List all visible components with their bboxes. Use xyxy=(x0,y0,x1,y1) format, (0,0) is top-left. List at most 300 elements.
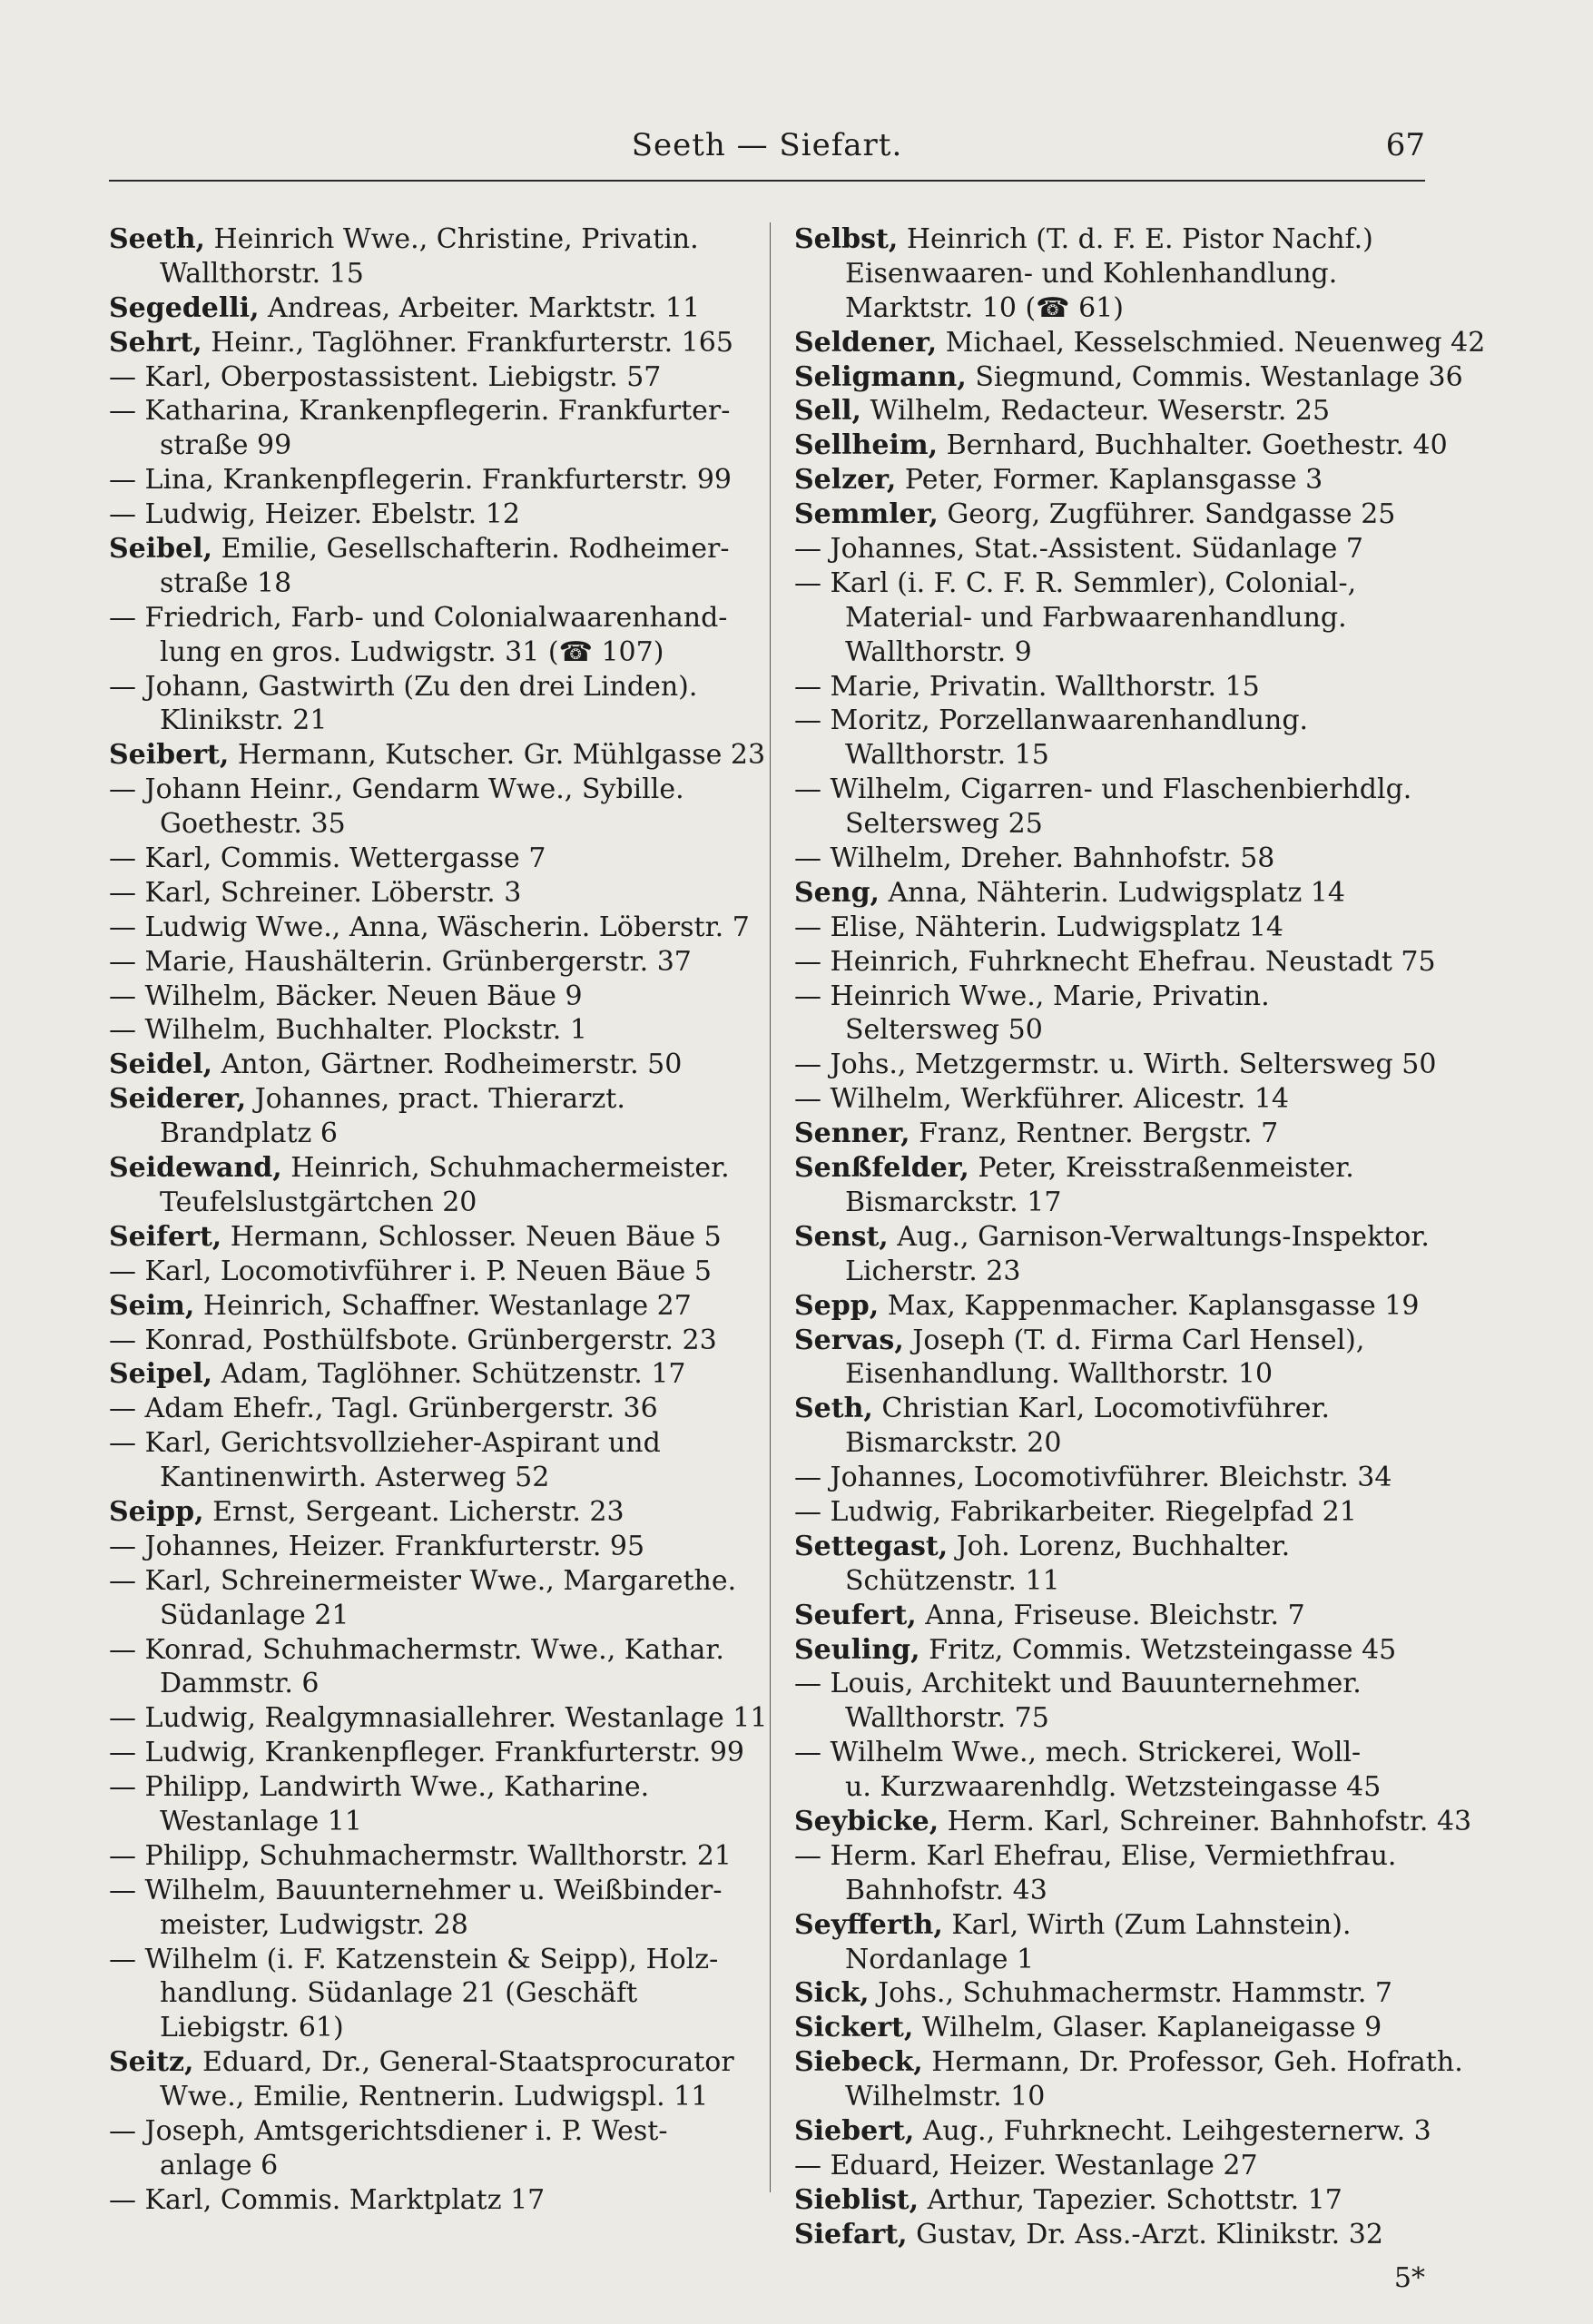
surname: Seldener, xyxy=(794,326,938,359)
entry-line xyxy=(109,1495,744,1530)
directory-entry xyxy=(109,1564,744,1633)
entry-text: Ernst, Sergeant. Licherstr. 23 xyxy=(203,1495,624,1528)
entry-line xyxy=(109,1736,744,1770)
entry-line xyxy=(794,670,1430,704)
entry-line xyxy=(109,2045,744,2080)
entry-line xyxy=(794,2149,1430,2183)
entry-text: Karl, Wirth (Zum Lahnstein). xyxy=(942,1908,1352,1941)
entry-text: Heinrich, Schuhmachermeister. xyxy=(281,1152,730,1185)
entry-text: — Adam Ehefr., Tagl. Grünbergerstr. 36 xyxy=(109,1393,658,1425)
surname: Seyfferth, xyxy=(794,1908,943,1941)
directory-entry xyxy=(109,980,744,1014)
entry-text: Seltersweg 25 xyxy=(845,808,1043,841)
entry-continuation xyxy=(109,1599,744,1633)
left-column xyxy=(109,222,768,2218)
entry-continuation xyxy=(794,2080,1430,2114)
entry-text: Wallthorstr. 9 xyxy=(845,635,1032,668)
entry-line xyxy=(109,1633,744,1668)
surname: Sepp, xyxy=(794,1289,880,1322)
entry-text: Johannes, pract. Thierarzt. xyxy=(246,1083,625,1116)
entry-continuation xyxy=(794,257,1430,291)
entry-line xyxy=(794,842,1430,876)
directory-entry xyxy=(794,1736,1430,1805)
entry-line xyxy=(109,360,744,395)
entry-line xyxy=(794,2011,1430,2045)
surname: Sehrt, xyxy=(109,326,202,359)
directory-entry xyxy=(109,1082,744,1151)
entry-text: — Wilhelm, Cigarren- und Flaschenbierhdlg. xyxy=(794,773,1412,806)
directory-entry xyxy=(794,1151,1430,1220)
entry-line xyxy=(109,1943,744,1977)
entry-text: Schützenstr. 11 xyxy=(845,1564,1060,1597)
entry-text: Eisenhandlung. Wallthorstr. 10 xyxy=(845,1358,1273,1391)
directory-entry xyxy=(794,911,1430,945)
directory-entry xyxy=(794,1324,1430,1393)
directory-entry xyxy=(109,1357,744,1392)
directory-entry xyxy=(109,773,744,842)
entry-line xyxy=(794,980,1430,1014)
directory-entry xyxy=(109,1943,744,2046)
entry-line xyxy=(794,1082,1430,1117)
directory-entry xyxy=(794,1392,1430,1461)
entry-line xyxy=(109,394,744,428)
surname: Sieblist, xyxy=(794,2183,919,2216)
entry-text: — Herm. Karl Ehefrau, Elise, Vermiethfrau. xyxy=(794,1839,1397,1872)
entry-text: — Johs., Metzgermstr. u. Wirth. Seltersweg 50 xyxy=(794,1049,1437,1081)
directory-entry xyxy=(109,532,744,601)
entry-text: — Katharina, Krankenpflegerin. Frankfurter- xyxy=(109,395,731,428)
entry-continuation xyxy=(109,635,744,670)
surname: Siefart, xyxy=(794,2218,908,2250)
entry-continuation xyxy=(794,1943,1430,1977)
directory-entry xyxy=(109,876,744,911)
entry-text: — Marie, Haushälterin. Grünbergerstr. 37 xyxy=(109,945,692,978)
entry-text: — Heinrich Wwe., Marie, Privatin. xyxy=(794,980,1270,1012)
entry-line xyxy=(109,738,766,773)
entry-text: — Wilhelm, Werkführer. Alicestr. 14 xyxy=(794,1083,1289,1116)
directory-entry xyxy=(109,2045,744,2114)
surname: Sickert, xyxy=(794,2012,914,2044)
entry-text: — Eduard, Heizer. Westanlage 27 xyxy=(794,2149,1258,2181)
entry-text: Johs., Schuhmachermstr. Hammstr. 7 xyxy=(869,1977,1392,2010)
entry-line xyxy=(109,1701,768,1736)
directory-entry xyxy=(109,1392,744,1426)
entry-line xyxy=(794,394,1430,428)
running-title: Seeth — Siefart. xyxy=(631,127,903,163)
entry-line xyxy=(794,1495,1430,1530)
surname: Sick, xyxy=(794,1977,870,2010)
entry-continuation xyxy=(794,1357,1430,1392)
entry-text: Wallthorstr. 15 xyxy=(845,739,1049,772)
directory-entry xyxy=(794,945,1436,980)
entry-line xyxy=(109,1324,744,1358)
entry-text: — Heinrich, Fuhrknecht Ehefrau. Neustadt 75 xyxy=(794,945,1436,978)
entry-line xyxy=(109,1770,744,1805)
directory-entry xyxy=(109,1633,744,1702)
entry-text: Siegmund, Commis. Westanlage 36 xyxy=(966,360,1463,393)
entry-line xyxy=(794,1289,1430,1324)
header-rule xyxy=(109,180,1425,182)
directory-entry xyxy=(794,980,1430,1049)
entry-line xyxy=(794,1392,1430,1426)
entry-text: — Karl, Oberpostassistent. Liebigstr. 57 xyxy=(109,360,662,393)
surname: Seipp, xyxy=(109,1495,204,1528)
directory-entry xyxy=(794,876,1430,911)
entry-text: Wilhelm, Glaser. Kaplaneigasse 9 xyxy=(913,2012,1382,2044)
entry-text: Licherstr. 23 xyxy=(845,1255,1021,1287)
entry-line xyxy=(794,2218,1430,2252)
entry-text: — Philipp, Landwirth Wwe., Katharine. xyxy=(109,1771,650,1804)
entry-text: Heinrich (T. d. F. E. Pistor Nachf.) xyxy=(898,223,1373,255)
entry-line xyxy=(794,1667,1430,1701)
directory-entry xyxy=(794,2011,1430,2045)
directory-entry xyxy=(794,1599,1430,1633)
directory-entry xyxy=(109,1495,744,1530)
entry-line xyxy=(109,601,744,635)
entry-continuation xyxy=(109,1117,744,1151)
directory-entry xyxy=(109,1048,744,1082)
entry-continuation xyxy=(794,1013,1430,1048)
entry-continuation xyxy=(109,807,744,842)
entry-text: — Karl (i. F. C. F. R. Semmler), Colonial-, xyxy=(794,566,1357,599)
entry-text: — Marie, Privatin. Wallthorstr. 15 xyxy=(794,670,1260,703)
directory-entry xyxy=(109,601,744,670)
entry-text: — Johann, Gastwirth (Zu den drei Linden). xyxy=(109,670,698,703)
entry-text: Joseph (T. d. Firma Carl Hensel), xyxy=(903,1324,1365,1356)
entry-line xyxy=(794,1908,1430,1943)
entry-continuation xyxy=(109,1667,744,1701)
directory-entry xyxy=(794,1908,1430,1977)
entry-text: — Ludwig, Heizer. Ebelstr. 12 xyxy=(109,498,520,531)
directory-entry xyxy=(109,911,750,945)
entry-line xyxy=(109,773,744,807)
surname: Seidewand, xyxy=(109,1152,282,1185)
directory-entry xyxy=(109,1874,744,1943)
entry-line xyxy=(109,1082,744,1117)
directory-entry xyxy=(109,670,744,739)
entry-text: — Ludwig Wwe., Anna, Wäscherin. Löberstr. 7 xyxy=(109,911,750,943)
entry-text: anlage 6 xyxy=(160,2149,279,2181)
entry-text: Bernhard, Buchhalter. Goethestr. 40 xyxy=(938,429,1448,462)
entry-text: — Johann Heinr., Gendarm Wwe., Sybille. xyxy=(109,773,684,806)
directory-entry xyxy=(109,497,744,532)
entry-line xyxy=(794,428,1448,463)
entry-text: Adam, Taglöhner. Schützenstr. 17 xyxy=(212,1358,686,1391)
entry-continuation xyxy=(794,1770,1430,1805)
entry-text: — Ludwig, Realgymnasiallehrer. Westanlage 11 xyxy=(109,1702,768,1735)
directory-entry xyxy=(109,1839,744,1874)
entry-continuation xyxy=(109,2080,744,2114)
directory-entry xyxy=(794,326,1486,360)
directory-entry xyxy=(109,291,744,326)
entry-text: Nordanlage 1 xyxy=(845,1943,1035,1975)
entry-text: lung en gros. Ludwigstr. 31 (☎ 107) xyxy=(160,635,664,668)
entry-text: Hermann, Schlosser. Neuen Bäue 5 xyxy=(221,1220,722,1253)
entry-line xyxy=(109,532,744,566)
entry-text: — Philipp, Schuhmachermstr. Wallthorstr. 21 xyxy=(109,1839,733,1872)
entry-text: — Wilhelm, Dreher. Bahnhofstr. 58 xyxy=(794,842,1275,875)
entry-text: Georg, Zugführer. Sandgasse 25 xyxy=(938,498,1396,531)
entry-text: Anna, Nähterin. Ludwigsplatz 14 xyxy=(879,876,1345,909)
entry-text: Seltersweg 50 xyxy=(845,1014,1043,1047)
entry-text: Fritz, Commis. Wetzsteingasse 45 xyxy=(919,1633,1397,1666)
entry-text: Dammstr. 6 xyxy=(160,1668,320,1700)
entry-line xyxy=(794,1117,1430,1151)
entry-continuation xyxy=(109,428,744,463)
entry-text: Christian Karl, Locomotivführer. xyxy=(872,1393,1331,1425)
entry-line xyxy=(794,1461,1430,1495)
entry-text: handlung. Südanlage 21 (Geschäft xyxy=(160,1977,638,2010)
entry-line xyxy=(109,911,750,945)
surname: Seeth, xyxy=(109,223,205,255)
entry-text: Wallthorstr. 15 xyxy=(160,257,364,290)
entry-line xyxy=(794,1805,1472,1839)
entry-line xyxy=(794,1976,1430,2011)
directory-entry xyxy=(794,497,1430,532)
entry-text: Heinr., Taglöhner. Frankfurterstr. 165 xyxy=(202,326,733,359)
entry-text: Joh. Lorenz, Buchhalter. xyxy=(948,1530,1291,1562)
entry-text: Hermann, Kutscher. Gr. Mühlgasse 23 xyxy=(229,739,766,772)
entry-line xyxy=(109,1392,744,1426)
entry-line xyxy=(109,1220,744,1255)
entry-text: — Karl, Commis. Wettergasse 7 xyxy=(109,842,546,875)
entry-text: Liebigstr. 61) xyxy=(160,2012,344,2044)
entry-text: straße 18 xyxy=(160,566,292,599)
entry-text: Michael, Kesselschmied. Neuenweg 42 xyxy=(937,326,1486,359)
entry-continuation xyxy=(794,635,1430,670)
directory-entry xyxy=(794,1082,1430,1117)
entry-line xyxy=(794,1599,1430,1633)
entry-line xyxy=(109,2183,744,2218)
entry-continuation xyxy=(794,291,1430,326)
entry-line xyxy=(794,532,1430,566)
entry-continuation xyxy=(794,1255,1430,1289)
directory-entry xyxy=(109,1770,744,1839)
entry-line xyxy=(794,497,1430,532)
entry-line xyxy=(109,222,744,257)
entry-line xyxy=(794,1839,1430,1874)
entry-line xyxy=(794,876,1430,911)
entry-line xyxy=(109,463,744,497)
entry-line xyxy=(794,566,1430,601)
surname: Senner, xyxy=(794,1118,910,1150)
directory-entry xyxy=(109,394,744,463)
entry-line xyxy=(794,2183,1430,2218)
entry-line xyxy=(109,1289,744,1324)
entry-text: Südanlage 21 xyxy=(160,1599,349,1631)
directory-entry xyxy=(794,2218,1430,2252)
entry-text: Emilie, Gesellschafterin. Rodheimer- xyxy=(212,533,730,566)
surname: Seim, xyxy=(109,1289,195,1322)
entry-continuation xyxy=(109,704,744,738)
entry-text: straße 99 xyxy=(160,429,292,462)
entry-line xyxy=(109,1151,744,1186)
entry-text: — Joseph, Amtsgerichtsdiener i. P. West- xyxy=(109,2114,668,2147)
entry-line xyxy=(109,842,744,876)
surname: Servas, xyxy=(794,1324,904,1356)
entry-text: — Karl, Schreiner. Löberstr. 3 xyxy=(109,876,522,909)
directory-entry xyxy=(109,1151,744,1220)
entry-line xyxy=(794,911,1430,945)
entry-line xyxy=(109,876,744,911)
entry-line xyxy=(109,497,744,532)
entry-text: — Johannes, Locomotivführer. Bleichstr. 34 xyxy=(794,1462,1392,1494)
entry-line xyxy=(109,1564,744,1599)
entry-text: Brandplatz 6 xyxy=(160,1118,338,1150)
entry-text: Arthur, Tapezier. Schottstr. 17 xyxy=(919,2183,1342,2216)
surname: Seuling, xyxy=(794,1633,920,1666)
entry-text: — Wilhelm (i. F. Katzenstein & Seipp), Holz- xyxy=(109,1943,719,1975)
entry-text: Eisenwaaren- und Kohlenhandlung. xyxy=(845,257,1338,290)
entry-text: — Friedrich, Farb- und Colonialwaarenhand- xyxy=(109,601,728,634)
entry-continuation xyxy=(794,1186,1430,1220)
entry-line xyxy=(109,980,744,1014)
signature-mark: 5* xyxy=(1393,2262,1425,2294)
entry-line xyxy=(109,1874,744,1908)
entry-text: meister, Ludwigstr. 28 xyxy=(160,1908,468,1941)
surname: Siebert, xyxy=(794,2114,915,2147)
directory-entry xyxy=(109,1530,744,1564)
surname: Seibert, xyxy=(109,739,230,772)
entry-continuation xyxy=(109,2011,744,2045)
entry-line xyxy=(109,1048,744,1082)
entry-text: Wwe., Emilie, Rentnerin. Ludwigspl. 11 xyxy=(160,2081,709,2113)
entry-line xyxy=(109,2114,744,2149)
entry-line xyxy=(109,1255,744,1289)
entry-continuation xyxy=(109,1908,744,1943)
entry-line xyxy=(794,326,1486,360)
entry-line xyxy=(109,1013,744,1048)
surname: Semmler, xyxy=(794,498,939,531)
surname: Seng, xyxy=(794,876,880,909)
surname: Seidel, xyxy=(109,1049,213,1081)
directory-entry xyxy=(109,2114,744,2183)
entry-text: — Johannes, Stat.-Assistent. Südanlage 7 xyxy=(794,533,1363,566)
entry-text: Hermann, Dr. Professor, Geh. Hofrath. xyxy=(922,2046,1463,2079)
directory-entry xyxy=(794,1839,1430,1908)
directory-entry xyxy=(794,1220,1430,1289)
entry-continuation xyxy=(794,1426,1430,1461)
directory-entry xyxy=(109,1324,744,1358)
entry-text: — Louis, Architekt und Bauunternehmer. xyxy=(794,1668,1362,1700)
entry-text: — Ludwig, Fabrikarbeiter. Riegelpfad 21 xyxy=(794,1495,1357,1528)
directory-entry xyxy=(794,2045,1463,2114)
entry-line xyxy=(109,291,744,326)
directory-entry xyxy=(109,2183,744,2218)
entry-line xyxy=(109,1426,744,1461)
entry-continuation xyxy=(109,1976,744,2011)
entry-text: Material- und Farbwaarenhandlung. xyxy=(845,601,1347,634)
directory-entry xyxy=(794,394,1430,428)
entry-text: Bahnhofstr. 43 xyxy=(845,1874,1047,1906)
directory-entry xyxy=(109,842,744,876)
entry-line xyxy=(794,2114,1430,2149)
entry-continuation xyxy=(794,1564,1430,1599)
entry-text: Peter, Former. Kaplansgasse 3 xyxy=(896,464,1323,497)
directory-entry xyxy=(109,1426,744,1495)
entry-text: Heinrich Wwe., Christine, Privatin. xyxy=(204,223,699,255)
entry-text: Westanlage 11 xyxy=(160,1805,362,1837)
surname: Seth, xyxy=(794,1393,873,1425)
entry-text: — Konrad, Schuhmachermstr. Wwe., Kathar. xyxy=(109,1633,724,1666)
entry-text: Bismarckstr. 20 xyxy=(845,1427,1062,1460)
entry-text: — Karl, Locomotivführer i. P. Neuen Bäue 5 xyxy=(109,1255,712,1287)
directory-entry xyxy=(794,1495,1430,1530)
entry-continuation xyxy=(109,566,744,601)
entry-text: Anna, Friseuse. Bleichstr. 7 xyxy=(916,1599,1305,1631)
entry-text: Teufelslustgärtchen 20 xyxy=(160,1186,477,1218)
entry-continuation xyxy=(109,1461,744,1495)
directory-entry xyxy=(794,2149,1430,2183)
directory-entry xyxy=(109,1701,768,1736)
entry-text: Gustav, Dr. Ass.-Arzt. Klinikstr. 32 xyxy=(907,2218,1383,2250)
entry-text: Wilhelmstr. 10 xyxy=(845,2081,1046,2113)
entry-text: — Wilhelm, Buchhalter. Plockstr. 1 xyxy=(109,1014,587,1047)
entry-text: Herm. Karl, Schreiner. Bahnhofstr. 43 xyxy=(939,1805,1472,1837)
directory-entry xyxy=(109,1255,744,1289)
directory-entry xyxy=(794,222,1430,326)
surname: Seligmann, xyxy=(794,360,967,393)
directory-entry xyxy=(109,1289,744,1324)
entry-text: Klinikstr. 21 xyxy=(160,704,328,737)
directory-entry xyxy=(794,1667,1430,1736)
surname: Segedelli, xyxy=(109,291,260,324)
directory-entry xyxy=(794,773,1430,842)
entry-line xyxy=(794,945,1436,980)
directory-entry xyxy=(794,1976,1430,2011)
entry-text: — Moritz, Porzellanwaarenhandlung. xyxy=(794,704,1309,737)
surname: Settegast, xyxy=(794,1530,949,1562)
entry-continuation xyxy=(794,1874,1430,1908)
column-divider xyxy=(770,222,771,2192)
entry-line xyxy=(109,1530,744,1564)
entry-text: — Karl, Commis. Marktplatz 17 xyxy=(109,2183,546,2216)
entry-continuation xyxy=(794,738,1430,773)
directory-entry xyxy=(109,360,744,395)
entry-text: — Wilhelm, Bauunternehmer u. Weißbinder- xyxy=(109,1874,723,1906)
surname: Seufert, xyxy=(794,1599,917,1631)
entry-text: Eduard, Dr., General-Staatsprocurator xyxy=(193,2046,734,2079)
entry-text: Heinrich, Schaffner. Westanlage 27 xyxy=(194,1289,692,1322)
directory-entry xyxy=(109,326,744,360)
directory-entry xyxy=(794,1530,1430,1599)
right-column xyxy=(794,222,1486,2252)
entry-line xyxy=(794,773,1430,807)
entry-continuation xyxy=(794,601,1430,635)
entry-text: Aug., Garnison-Verwaltungs-Inspektor. xyxy=(888,1220,1430,1253)
entry-text: — Wilhelm Wwe., mech. Strickerei, Woll- xyxy=(794,1737,1362,1769)
directory-entry xyxy=(794,1117,1430,1151)
entry-text: Wilhelm, Redacteur. Weserstr. 25 xyxy=(861,395,1331,428)
directory-entry xyxy=(794,1289,1430,1324)
surname: Seybicke, xyxy=(794,1805,939,1837)
directory-entry xyxy=(794,532,1430,566)
directory-entry xyxy=(109,1736,744,1770)
surname: Sell, xyxy=(794,395,861,428)
entry-text: — Johannes, Heizer. Frankfurterstr. 95 xyxy=(109,1530,645,1562)
entry-line xyxy=(794,1324,1430,1358)
page-header xyxy=(109,127,1425,182)
page-number: 67 xyxy=(1385,127,1425,163)
entry-line xyxy=(794,1220,1430,1255)
entry-text: Wallthorstr. 75 xyxy=(845,1702,1049,1735)
entry-text: — Ludwig, Krankenpfleger. Frankfurterstr. 99 xyxy=(109,1737,744,1769)
entry-line xyxy=(794,1736,1430,1770)
entry-continuation xyxy=(109,257,744,291)
directory-entry xyxy=(794,2183,1430,2218)
entry-line xyxy=(794,1151,1430,1186)
entry-continuation xyxy=(109,1186,744,1220)
